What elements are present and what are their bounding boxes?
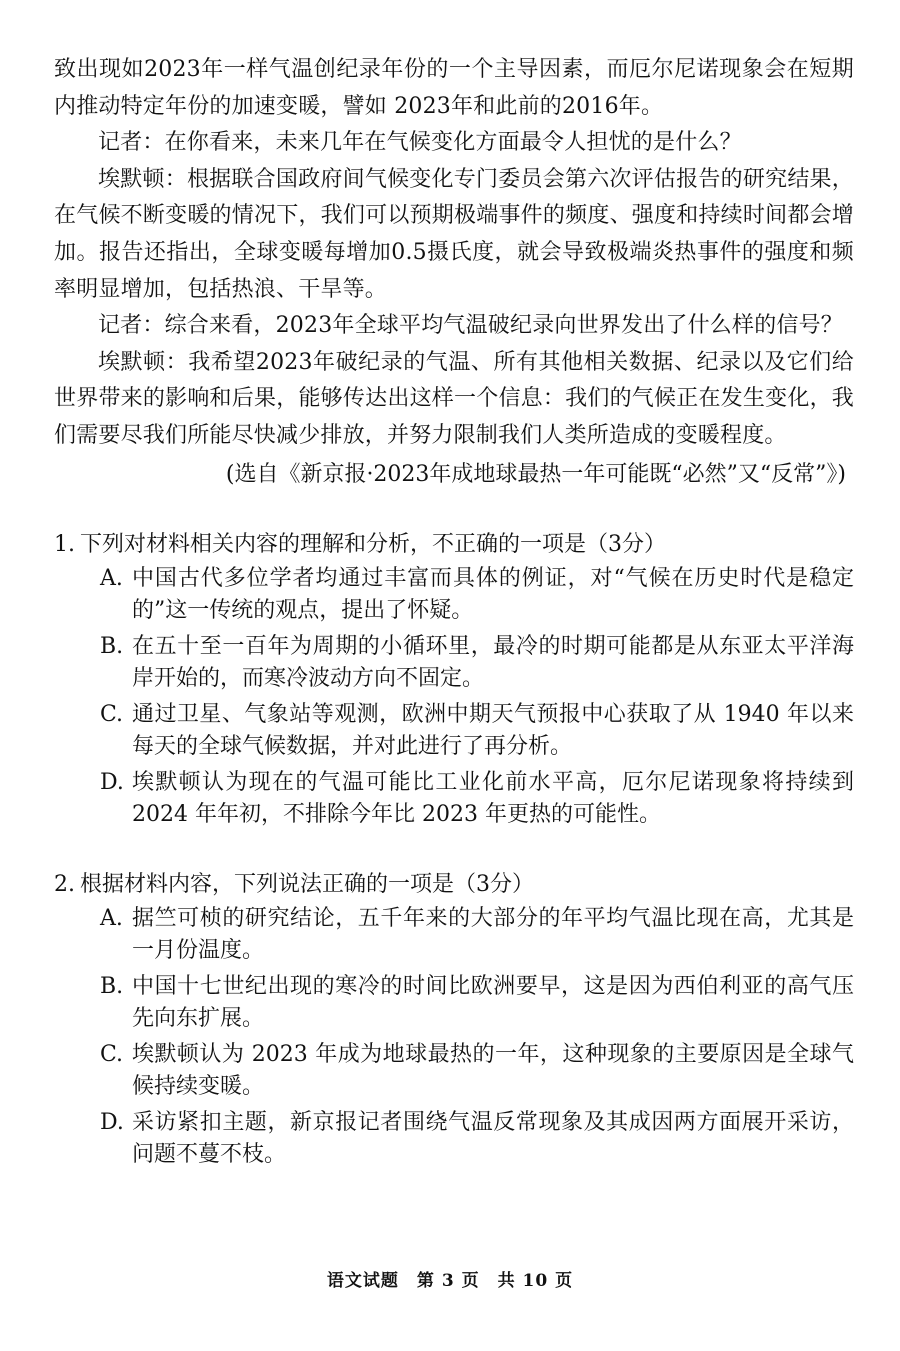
question-2-option-b — [100, 971, 854, 1035]
question-2-option-c — [100, 1039, 854, 1103]
option-letter: B. — [100, 634, 124, 660]
question-2 — [54, 867, 854, 1171]
option-letter: A. — [100, 906, 123, 932]
passage-paragraph-2: 记者：在你看来，未来几年在气候变化方面最令人担忧的是什么？ — [98, 130, 742, 156]
question-1-option-c — [100, 699, 854, 763]
option-text: 中国十七世纪出现的寒冷的时间比欧洲要早，这是因为西伯利亚的高气压先向东扩展。 — [132, 974, 854, 1032]
option-text: 据竺可桢的研究结论，五千年来的大部分的年平均气温比现在高，尤其是一月份温度。 — [132, 906, 854, 964]
passage-paragraph-1: 致出现如2023年一样气温创纪录年份的一个主导因素，而厄尔尼诺现象会在短期内推动特定年份的加速变暖，譬如 2023年和此前的2016年。 — [54, 57, 854, 119]
option-text: 采访紧扣主题，新京报记者围绕气温反常现象及其成因两方面展开采访，问题不蔓不枝。 — [132, 1110, 854, 1168]
question-2-option-d — [100, 1107, 854, 1171]
passage-paragraph-4: 记者：综合来看，2023年全球平均气温破纪录向世界发出了什么样的信号？ — [98, 313, 843, 339]
question-1-option-d — [100, 767, 854, 831]
option-letter: C. — [100, 702, 124, 728]
question-2-text: 根据材料内容，下列说法正确的一项是（3分） — [80, 872, 534, 898]
question-1 — [54, 527, 854, 831]
question-2-option-a — [100, 903, 854, 967]
option-letter: A. — [100, 566, 123, 592]
question-1-number: 1. — [54, 532, 75, 558]
passage-paragraph-5: 埃默顿：我希望2023年破纪录的气温、所有其他相关数据、纪录以及它们给世界带来的影响和后果，能够传达出这样一个信息：我们的气候正在发生变化，我们需要尽我们所能尽快减少排放，并努力限制我们人类所造成的变暖程度。 — [54, 349, 854, 448]
question-1-stem — [54, 527, 854, 563]
question-2-number: 2. — [54, 872, 75, 898]
option-letter: C. — [100, 1042, 124, 1068]
reading-passage — [54, 52, 854, 493]
passage-source: (选自《新京报·2023年成地球最热一年可能既“必然”又“反常”》) — [225, 461, 846, 487]
question-1-option-a — [100, 563, 854, 627]
question-1-text: 下列对材料相关内容的理解和分析，不正确的一项是（3分） — [80, 532, 666, 558]
option-text: 通过卫星、气象站等观测，欧洲中期天气预报中心获取了从 1940 年以来每天的全球气候数据，并对此进行了再分析。 — [132, 702, 854, 760]
option-text: 中国古代多位学者均通过丰富而具体的例证，对“气候在历史时代是稳定的”这一传统的观点，提出了怀疑。 — [132, 566, 854, 624]
option-letter: D. — [100, 770, 124, 796]
option-text: 在五十至一百年为周期的小循环里，最冷的时期可能都是从东亚太平洋海岸开始的，而寒冷波动方向不固定。 — [132, 634, 854, 692]
passage-paragraph-3: 埃默顿：根据联合国政府间气候变化专门委员会第六次评估报告的研究结果，在气候不断变暖的情况下，我们可以预期极端事件的频度、强度和持续时间都会增加。报告还指出，全球变暖每增加0.5摄氏度，就会导致极端炎热事件的强度和频率明显增加，包括热浪、干旱等。 — [54, 166, 854, 302]
page-footer: 语文试题 第 3 页 共 10 页 — [326, 1271, 574, 1291]
option-letter: B. — [100, 974, 124, 1000]
question-1-option-b — [100, 631, 854, 695]
option-text: 埃默顿认为现在的气温可能比工业化前水平高，厄尔尼诺现象将持续到 2024 年年初，不排除今年比 2023 年更热的可能性。 — [132, 770, 854, 828]
question-2-stem — [54, 867, 854, 903]
option-text: 埃默顿认为 2023 年成为地球最热的一年，这种现象的主要原因是全球气候持续变暖。 — [132, 1042, 854, 1100]
option-letter: D. — [100, 1110, 124, 1136]
